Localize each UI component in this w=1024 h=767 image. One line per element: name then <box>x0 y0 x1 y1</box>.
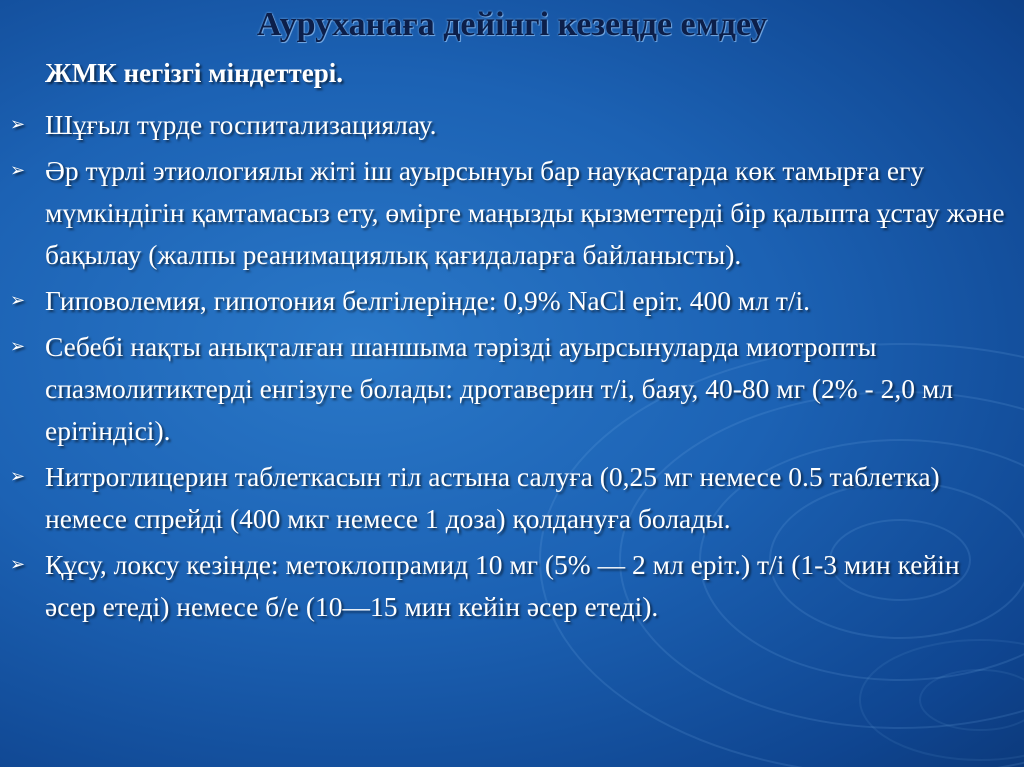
slide-title: Ауруханаға дейінгі кезеңде емдеу <box>256 6 768 43</box>
bullet-text: Шұғыл түрде госпитализациялау. <box>45 109 437 140</box>
bullet-text: Құсу, локсу кезінде: метоклопрамид 10 мг (5% — 2 мл ерiт.) т/і (1-3 мин кейін әсер етеді) немесе б/е (10—15 мин кейін әсер етеді). <box>45 549 960 622</box>
bullet-item <box>0 456 1024 540</box>
bullet-item <box>0 150 1024 276</box>
bullet-text: Нитроглицерин таблеткасын тіл астына салуға (0,25 мг немесе 0.5 таблетка) немесе спрейді (400 мкг немесе 1 доза) қолдануға болады. <box>45 461 940 534</box>
slide-subtitle: ЖМК негізгі міндеттері. <box>45 58 344 88</box>
bullet-item <box>0 280 1024 322</box>
bullet-item <box>0 544 1024 628</box>
arrowhead-bullet-icon: ➢ <box>10 336 26 357</box>
arrowhead-bullet-icon: ➢ <box>10 114 26 135</box>
bullet-item <box>0 326 1024 452</box>
arrowhead-bullet-icon: ➢ <box>10 466 26 487</box>
bullet-text: Әр түрлі этиологиялы жіті іш ауырсынуы бар науқастарда көк тамырға егу мүмкіндігін қамтамасыз ету, өмірге маңызды қызметтерді бір қалыпта ұстау және бақылау (жалпы реанимациялық қағидаларға байланысты). <box>45 155 1005 270</box>
arrowhead-bullet-icon: ➢ <box>10 554 26 575</box>
bullet-text: Гиповолемия, гипотония белгілерінде: 0,9% NaCl еріт. 400 мл т/і. <box>45 285 811 316</box>
bullet-list <box>0 104 1024 632</box>
arrowhead-bullet-icon: ➢ <box>10 160 26 181</box>
arrowhead-bullet-icon: ➢ <box>10 290 26 311</box>
bullet-text: Себебі нақты анықталған шаншыма тәрізді ауырсынуларда миотропты спазмолитиктерді енгізуге болады: дротаверин т/і, баяу, 40-80 мг (2% - 2,0 мл ерітіндісі). <box>45 331 953 446</box>
bullet-item <box>0 104 1024 146</box>
